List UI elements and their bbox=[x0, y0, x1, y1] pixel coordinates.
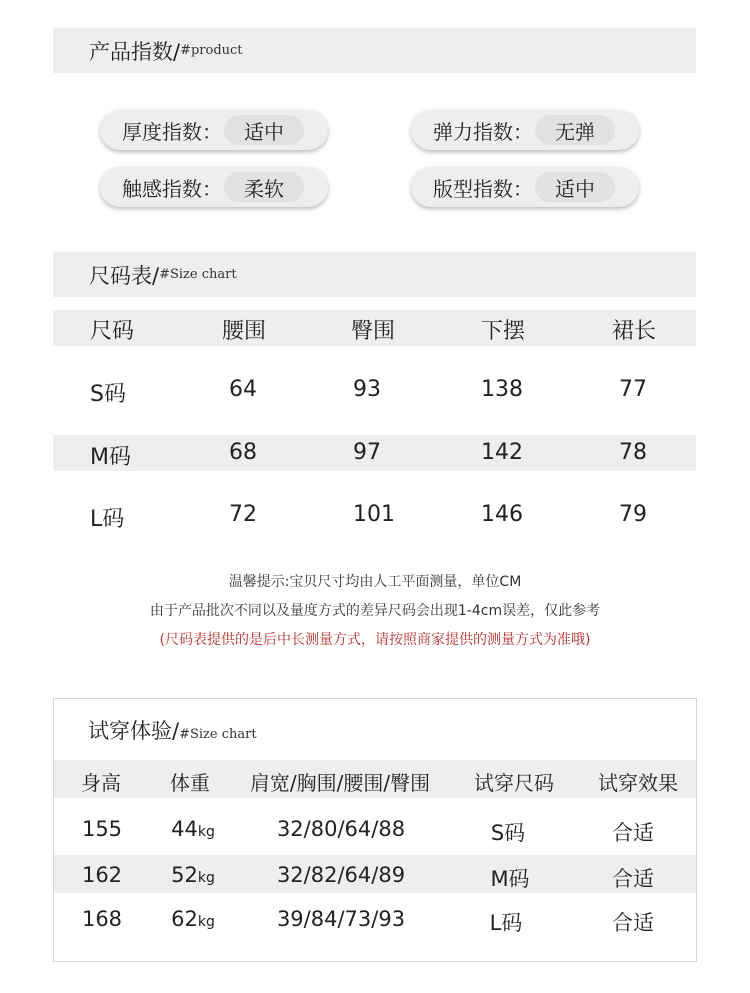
try-cell-measures: 39/84/73/93 bbox=[276, 907, 406, 931]
try-cell-weight: 44kg bbox=[171, 817, 215, 841]
size-header-length: 裙长 bbox=[611, 319, 657, 344]
size-cell: 146 bbox=[481, 502, 523, 527]
try-cell-height: 168 bbox=[81, 907, 123, 931]
index-label: 厚度指数： bbox=[122, 119, 222, 144]
try-cell-weight: 62kg bbox=[171, 907, 215, 931]
note-line-3: (尺码表提供的是后中长测量方式，请按照商家提供的测量方式为准哦) bbox=[159, 632, 591, 648]
index-label: 弹力指数： bbox=[433, 119, 533, 144]
size-chart-section-header bbox=[53, 252, 696, 297]
size-chart-title-en: #Size chart bbox=[159, 267, 237, 282]
try-cell-size: S码 bbox=[490, 821, 526, 845]
try-on-title-en: #Size chart bbox=[179, 727, 257, 742]
try-on-title: 试穿体验/ bbox=[88, 719, 180, 743]
try-cell-height: 155 bbox=[81, 817, 123, 841]
index-value: 适中 bbox=[224, 115, 304, 145]
try-header-weight: 体重 bbox=[170, 771, 210, 795]
product-title-en: #product bbox=[180, 43, 243, 58]
size-chart-title: 尺码表/ bbox=[89, 263, 160, 288]
size-cell: 77 bbox=[619, 377, 647, 402]
try-cell-effect: 合适 bbox=[612, 867, 654, 891]
size-header-waist: 腰围 bbox=[221, 319, 267, 344]
index-label: 触感指数： bbox=[122, 176, 222, 201]
try-cell-height: 162 bbox=[81, 863, 123, 887]
index-value: 无弹 bbox=[535, 115, 615, 145]
size-cell: 93 bbox=[353, 377, 381, 402]
size-cell: 68 bbox=[229, 440, 257, 465]
size-cell: M码 bbox=[90, 445, 131, 470]
size-cell: 79 bbox=[619, 502, 647, 527]
try-cell-size: L码 bbox=[489, 911, 523, 935]
try-cell-size: M码 bbox=[490, 867, 530, 891]
size-cell: 64 bbox=[229, 377, 257, 402]
index-pill-thickness bbox=[100, 110, 328, 150]
index-label: 版型指数： bbox=[433, 176, 533, 201]
size-cell: S码 bbox=[90, 382, 126, 407]
size-header-hem: 下摆 bbox=[480, 319, 526, 344]
index-pill-fit bbox=[411, 167, 639, 207]
index-pill-elasticity bbox=[411, 110, 639, 150]
note-line-2: 由于产品批次不同以及量度方式的差异尺码会出现1-4cm误差，仅此参考 bbox=[149, 603, 601, 619]
product-title: 产品指数/ bbox=[89, 39, 181, 64]
size-cell: 72 bbox=[229, 502, 257, 527]
try-cell-measures: 32/82/64/89 bbox=[276, 863, 406, 887]
size-cell: 97 bbox=[353, 440, 381, 465]
index-value: 柔软 bbox=[224, 172, 304, 202]
size-cell: 101 bbox=[353, 502, 395, 527]
try-header-height: 身高 bbox=[81, 771, 121, 795]
size-cell: 138 bbox=[481, 377, 523, 402]
try-cell-measures: 32/80/64/88 bbox=[276, 817, 406, 841]
try-cell-effect: 合适 bbox=[612, 821, 654, 845]
size-header-hip: 臀围 bbox=[350, 319, 396, 344]
try-on-title-wrap bbox=[88, 715, 257, 745]
size-header-size: 尺码 bbox=[90, 319, 135, 344]
try-header-effect: 试穿效果 bbox=[598, 771, 678, 795]
size-cell: 78 bbox=[619, 440, 647, 465]
try-header-size: 试穿尺码 bbox=[474, 771, 554, 795]
try-cell-effect: 合适 bbox=[612, 911, 654, 935]
size-cell: 142 bbox=[481, 440, 523, 465]
try-cell-weight: 52kg bbox=[171, 863, 215, 887]
index-pill-touch bbox=[100, 167, 328, 207]
size-cell: L码 bbox=[90, 507, 125, 532]
product-section-header bbox=[53, 28, 696, 73]
try-header-measures: 肩宽/胸围/腰围/臀围 bbox=[249, 771, 431, 795]
index-value: 适中 bbox=[535, 172, 615, 202]
note-line-1: 温馨提示:宝贝尺寸均由人工平面测量，单位CM bbox=[228, 574, 522, 590]
